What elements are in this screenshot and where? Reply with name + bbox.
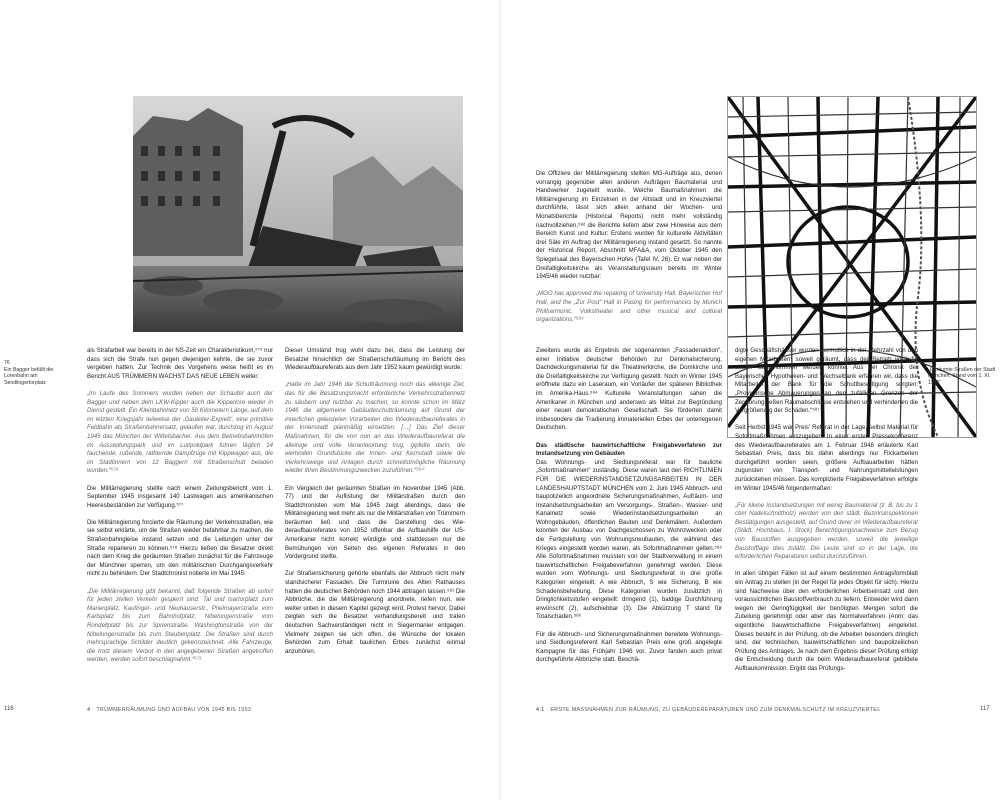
left-column-1 <box>87 347 273 674</box>
figure-76-caption <box>4 360 62 386</box>
spread-gutter <box>499 0 501 800</box>
body-paragraph: als Strafarbeit war bereits in der NS-Zeit ein Charakteristikum,⁵⁷⁵ nur dass sich die Strafe nun gegen diejenigen kehrte, die sie zuvor vergeben hatten. Zur Technik des Vorgehens weise heißt es im Bericht AUS TRÜMMERN WÄCHST DAS NEUE LEBEN weiter: <box>87 347 273 380</box>
body-paragraph: Für die Abbruch- und Sicherungsmaßnahmen bereitete Wohnungs- und Siedlungsreferent Karl Sebastian Preis eine groß angelegte Kampagne für das Frühjahr 1946 vor. Zuvor fanden auch privat durchgeführte Abbrüche statt. Beschä- <box>536 630 722 664</box>
figure-77-caption <box>928 360 996 386</box>
body-paragraph: Die Militärregierung forcierte die Räumung der Verkehrsstraßen, wie sie selbst erklärte, um die Straßen wieder befahrbar zu machen, die Straßenbahngleise instand setzen und die Leitungen unter der Straße reparieren zu können.⁵⁷⁸ Hierzu ließen die Besatzer direkt nach dem Krieg die geräumten Straßen zunächst für die Fahrzeuge der Münchner sperren, um den militärischen Durchgangsverkehr nicht zu behindern. Der Stadtchronist notierte im Mai 1945: <box>87 518 273 578</box>
body-paragraph: Seit Herbst 1945 war Preis’ Referat in der Lage, selbst Material für Sofortmaßnahmen auszugeben. In einer ersten Pressekonferenz des Wiederaufbaureferates am 1. Februar 1948 erläuterte Karl Sebastian Preis, dass bis dahin allerdings nur Flickarbeiten durchgeführt worden seien, größere Aufbauarbeiten hätten zugunsten von Transport- und Nahrungsmittelleistungen zurückstehen müssen. Das komplizierte Freigabeverfahren erfolgte im Winter 1945/46 folgendermaßen: <box>735 424 918 492</box>
section-heading: Das städtische bauwirtschaftliche Freigabeverfahren zur Instandsetzung von Gebäuden <box>536 441 722 458</box>
right-running-head <box>536 707 926 713</box>
right-folio: 117 <box>980 706 990 712</box>
block-quote: „Die Militärregierung gibt bekannt, daß folgende Straßen ab sofort für jeden zivilen Verkehr gesperrt sind: Tal und Isartorplatz zum Marienplatz, Kaufinger- und Neuhauserstr., Prielmayerstraße vom Karlsplatz bis zum Bahnhofplatz, Nibelungenstraße vom Rondellplatz bis zur Sprienstraße, Washingtonstraße von der Nibelungenstraße bis zum Steubenplatz. Die Straßen sind durch mehrsprachige Schilder deutlich gekennzeichnet. Alle Fahrzeuge, die trotz diesem Verbot in den angegebenen Straßen angetroffen werden, werden sofort beschlagnahmt.“⁵⁷⁹ <box>87 587 273 664</box>
body-paragraph: Zweitens wurde als Ergebnis der sogenannten „Fassadenaktion“, einer Initiative deutscher Behörden zur Denkmalsicherung, Dachdeckungsmaterial für die Theatinerkirche, die Domkirche und die Dreifaltigkeitskirche zur Verfügung gestellt. Noch im Winter 1945 eröffnete dazu ein Laseraum, ein Vorläufer der späteren Bibliothek im Amerika-Haus.⁵⁸⁴ Kulturelle Veranstaltungen sahen die Amerikaner in München und anderswo als Mittel zur Begründung einer neuen demokratischen Gesellschaft. Sie förderten damit insbesondere die Tradierung immateriellen Erbes der unterlegenen Deutschen. <box>536 347 722 432</box>
left-running-title: TRÜMMERRÄUMUNG UND AUFBAU VON 1945 BIS 1953 <box>96 707 252 713</box>
figure-76-text: Ein Bagger befüllt die Lorenbahn am Sendlingertorplatz <box>4 366 54 386</box>
figure-76-number: 76 <box>4 360 10 366</box>
right-top-column <box>536 170 722 333</box>
right-column-3 <box>536 347 722 674</box>
right-running-number: 4.1 <box>536 707 545 713</box>
right-running-title: ERSTE MASSNAHMEN ZUR RÄUMUNG, ZU GEBÄUDEREPARATUREN UND ZUM DENKMALSCHUTZ IM KREUZVIERTEL <box>550 707 881 713</box>
block-quote: „Im Laufe des Sommers wurden neben der Schaufel auch der Bagger und neben dem LKW-Kipper auch die Kipperlore wieder in Dienst gestellt. Ein Kleinbahnnetz von 50 Kilometern Länge, auf dem im letzten Kriegsjahr teilweise der ‚Gauleiter-Expreß‘, eine primitive Feldbahn als Straßenbahnersatz, gelaufen war, durchzog im August 1945 das München der Wittelsbacher. Aus dem Betriebsbahnhöfen im Ausstellungspark und im Luitpoldpark fuhren täglich 14 fauchende, rußende, rattternde Dampfzüge mit Kippwagen aus, die im Stadtinnern von 12 Baggern mit Straßenschutt beladen wurden.“⁵⁷⁶ <box>87 389 273 475</box>
rubble-clearing-photo <box>133 96 463 332</box>
body-paragraph: digte Geschäftshäuser wurden vermutlich in der Mehrzahl von den eigenen Mitarbeitern soweit geräumt, dass der Betrieb vorläufig wieder aufgenommen werden konnte. Aus der Chronik der Bayerischen Hypotheken- und Wechselbank erfahren wir, dass die Mitarbeiter der Bank für die Schuttbeseitigung sorgten: „Provisorische Abmauerungen an den zufälligen Grenzen der Zerstörung ließen Raumabschlüsse entstehen und verhinderten die Vergrößerung der Schäden.“⁵⁸⁷ <box>735 347 918 415</box>
right-column-4 <box>735 347 918 682</box>
body-paragraph: Die Offiziere der Militärregierung stellten MG-Aufträge aus, denen vorrangig gegenüber allen anderen Aufträgen Baumaterial und Handwerker zugeteilt wurde. Welche Baumaßnahmen die Militärregierung im Einzelnen in der Altstadt und im Kreuzviertel durchführte, lässt sich allein anhand der Wochen- und Monatsberichte (Historical Reports) nicht mehr vollständig nachvollziehen,⁵⁸² die Berichte liefern aber zwei Hinweise aus dem Bereich Kunst und Kultur: Erstens wurden für kulturelle Aktivitäten drei Säle im Auftrag der Militärregierung instand gesetzt. So nannte der Historical Report, Abschnitt MFA&A, vom Oktober 1945 den Spiegelsaal des Bayerischen Hofes (Tafel IV, 26). Er war neben der Dreifaltigkeitskirche als Veranstaltungsraum bereits im Winter 1945/46 wieder nutzbar: <box>536 170 722 281</box>
left-running-number: 4 <box>87 707 91 713</box>
block-quote: „Hatte im Jahr 1946 die Schutträumung noch das alleinige Ziel, das für die Besatzungsmacht erforderliche Verkehrsstraßennetz zu säubern und nutzbar zu machen, so konnte schon im März 1946 die allgemeine Gebäudeschutträumung auf Grund der innerlichen geleisteten Vorarbeiten des Wiederaufbaureferates in der Innenstadt planmäßig einsetzen. […] Das Ziel dieser Maßnahmen, für die von nun an das Wiederaufbaureferat die alleinige und volle Verantwortung trug, gipfelte darin, die wertvollen Grundstücke der Innen- und Kernstadt sowie die Verkehrswege und Anlagen durch schnellstmögliche Räumung wieder ihren Bestimmungszwecken zuzuführen.“⁵⁸⁰ <box>285 381 465 475</box>
body-paragraph: Das Wohnungs- und Siedlungsreferat war für bauliche „Sofortmaßnahmen“ zuständig. Diese waren laut den RICHTLINIEN FÜR DIE WIEDERINSTANDSETZUNGSARBEITEN IN DER LANDESHAUPTSTADT MÜNCHEN vom 2. Juni 1945 Abbruch- und baupolizeilich angeordnete Sicherungsmaßnahmen, Aufräum- und Instandsetzungsarbeiten am Versorgungs-, Straßen-, Wasser- und Kanalnetz sowie Wiederinstandsetzungsarbeiten an Wohngebäuden, öffentlichen Bauten und Denkmälern. Außerdem konnten der Ausbau von Dachgeschossen zu Wohnzwecken oder die Fertigstellung von Wohnungsneubauten, die während des Krieges eingestellt worden waren, als Sofortmaßnahmen gelten.⁵⁸⁵ Alle Sofortmaßnahmen mussten von der Stadtverwaltung in einem bauwirtschaftlichen Freigabeverfahren genehmigt werden. Diese wurden vom Wohnungs- und Siedlungsreferat in drei große Kategorien eingeteilt: A wie Abbruch, S wie Sicherung, B wie Schadensbehebung. Diese Kategorien wurden zusätzlich in Dringlichkeitsstufen eingeteilt: dringend (1), baldige Durchführung erwünscht (2), aufschiebbar (3). Die Abkürzung T stand für Totalschaden.⁵⁸⁶ <box>536 458 722 621</box>
block-quote: „Für kleine Instandsetzungen mit wenig Baumaterial (z. B. bis zu 1 cbm Nadelschnittholz) werden von den städt. Bezirksinspektionen Bestätigungen ausgestellt, auf Grund derer im Wiederaufbaureferat (Städt. Hochbaus, I. Stock) Berechtigungsnachweise zum Bezug von Baustoffen ausgegeben werden, soweit die jeweilige Baustofflage dies zuläßt. Die Leute sind so in der Lage, die erforderlichen Reparaturen selbst durchzuführen. <box>735 501 918 561</box>
body-paragraph: Die Militärregierung stellte nach einem Zeitungsbericht vom 1. September 1945 insgesamt 140 Lastwagen aus amerikanischen Heeresbeständen zur Verfügung.⁵⁷⁷ <box>87 484 273 509</box>
left-column-2 <box>285 347 465 665</box>
body-paragraph: Zur Straßensicherung gehörte ebenfalls der Abbruch nicht mehr standsicherer Fassaden. Die Turmruine des Alten Rathauses hatten die deutschen Behörden noch 1944 abtragen lassen.⁵⁸¹ Die Abbrüche, die die Militärregierung anordnete, riefen nun, wie weiter unten in diesem Kapitel gezeigt wird, Protest hervor. Dabei zeigten sich die Besatzer verhandlungsbereit und traten deutschen Sachverständigen nicht in Siegermanier entgegen. Vielmehr zeigten sie sich offen, die Wünsche der lokalen Behörden zum Erhalt baulichen Erbes zunächst einmal anzuhören. <box>285 570 465 655</box>
figure-77-text: „Geräumte Straßen der Stadt München, Stand vom 1. XI. 1945“ <box>928 366 996 386</box>
body-paragraph: In allen übrigen Fällen ist auf einem bestimmten Antragsformblatt ein Antrag zu stellen (in der Regel für jedes Objekt für sich). Hierzu sind Nachweise über den erforderlichen Arbeitseinsatz und den voraussichtlichen Baustoffverbrauch zu liefern. Entweder wird dann wegen der Geringfügigkeit der benötigten Mengen sofort die Zuteilung genehmigt oder aber das Normalverfahren (Anm: das eigentliche bauwirtschaftliche Freigabeverfahren) eingeleitet. Dieses besteht in der Prüfung, ob die Arbeiten besonders dringlich sind, der technischen, bauwirtschaftlichen und baupolizeilichen Prüfung des Antrages. Je nach dem Ergebnis dieser Prüfung erfolgt die Entscheidung durch die beim Wiederaufbaureferat gebildete Aufbaukommission. Ergibt das Prüfungs- <box>735 570 918 672</box>
block-quote: „MGO has approved the repairing of University Hall, Bayerischer Hof Hall, and the „Zur Post“ Hall in Pasing for performances by Munich Philharmonic, Volkstheater and other musical and cultural organizations.“⁵⁸³ <box>536 290 722 324</box>
left-folio: 116 <box>4 706 14 712</box>
body-paragraph: Dieser Umstand trug wohl dazu bei, dass die Leistung der Besatzer hinsichtlich der Straßenschuttäumung im Bericht des Wiederaufbaureferats aus dem Jahr 1952 kaum gewürdigt wurde: <box>285 347 465 372</box>
figure-77-number: 77 <box>928 360 934 366</box>
body-paragraph: Ein Vergleich der geräumten Straßen im November 1945 (Abb. 77) und der Auflistung der Militärstraßen durch den Stadtchronisten vom Mai 1945 zeigt allerdings, dass die Militärregierung weit mehr als nur die Militärstraßen von Trümmern beräumen ließ und dass die Darstellung des Wiederaufbaureferates von 1952 offenbar die Aufbauhilfe der US-Amerikaner nicht korrekt würdigte und stattdessen nur die Bemühungen von Seiten des eigenen Referates in den Vordergrund stellte. <box>285 484 465 561</box>
left-running-head <box>87 707 251 713</box>
